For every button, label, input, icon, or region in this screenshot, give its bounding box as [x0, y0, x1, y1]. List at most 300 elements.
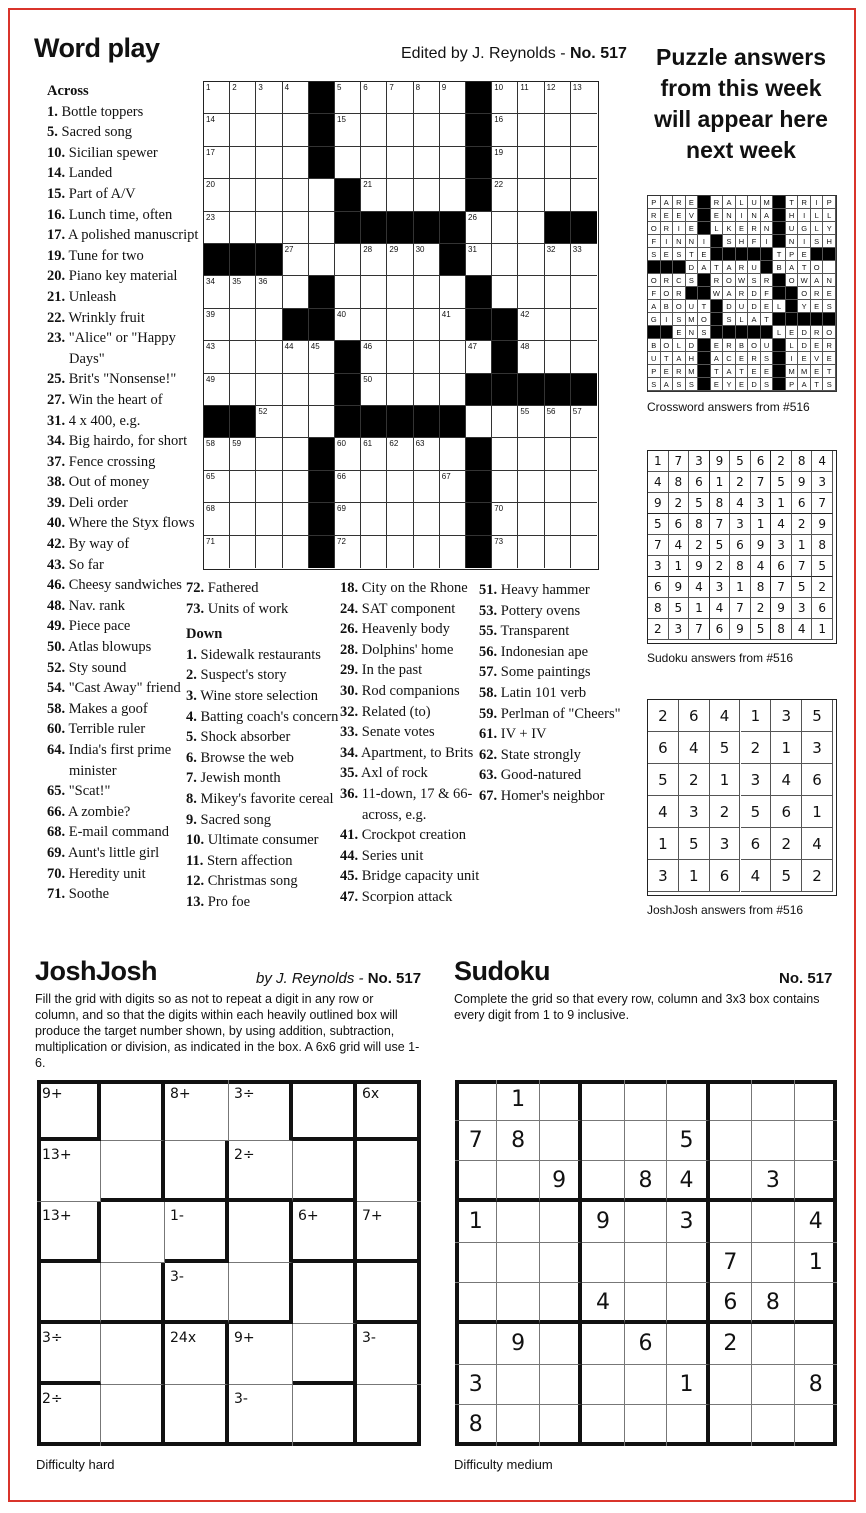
crossword-cell[interactable] [230, 438, 256, 470]
crossword-cell[interactable] [309, 374, 335, 406]
sudoku-empty-cell[interactable] [455, 1243, 497, 1284]
sudoku-empty-cell[interactable] [582, 1405, 624, 1446]
crossword-cell[interactable] [230, 341, 256, 373]
crossword-cell[interactable] [283, 82, 309, 114]
sudoku-empty-cell[interactable] [752, 1324, 794, 1365]
crossword-cell[interactable] [361, 82, 387, 114]
sudoku-empty-cell[interactable] [582, 1243, 624, 1284]
joshjosh-cell[interactable] [357, 1263, 421, 1324]
crossword-cell[interactable] [518, 179, 544, 211]
sudoku-empty-cell[interactable] [710, 1080, 752, 1121]
crossword-cell[interactable] [518, 341, 544, 373]
crossword-cell[interactable] [230, 212, 256, 244]
clue-number: 45. [340, 868, 359, 885]
crossword-cell[interactable] [283, 536, 309, 568]
crossword-cell[interactable] [518, 244, 544, 276]
joshjosh-cell[interactable] [101, 1141, 165, 1202]
crossword-cell[interactable] [545, 179, 571, 211]
crossword-cell[interactable] [204, 212, 230, 244]
crossword-cell[interactable] [361, 309, 387, 341]
crossword-clue-number: 52 [258, 407, 268, 416]
crossword-cell[interactable] [204, 536, 230, 568]
joshjosh-cell[interactable] [293, 1385, 357, 1446]
crossword-cell[interactable] [387, 503, 413, 535]
crossword-cell[interactable] [440, 374, 466, 406]
joshjosh-cell[interactable] [293, 1080, 357, 1141]
sudoku-empty-cell[interactable] [582, 1121, 624, 1162]
crossword-cell[interactable] [492, 244, 518, 276]
sudoku-empty-cell[interactable] [752, 1202, 794, 1243]
crossword-cell[interactable] [492, 114, 518, 146]
crossword-cell[interactable] [256, 406, 282, 438]
crossword-cell[interactable] [518, 276, 544, 308]
clue-item [47, 411, 198, 432]
crossword-cell[interactable] [335, 147, 361, 179]
answer-black-square [648, 326, 661, 339]
sudoku-empty-cell[interactable] [582, 1365, 624, 1406]
crossword-cell[interactable] [256, 212, 282, 244]
crossword-cell[interactable] [204, 309, 230, 341]
sudoku-empty-cell[interactable] [667, 1324, 709, 1365]
crossword-cell[interactable] [571, 438, 597, 470]
crossword-cell[interactable] [335, 82, 361, 114]
sudoku-empty-cell[interactable] [540, 1080, 582, 1121]
crossword-cell[interactable] [440, 309, 466, 341]
crossword-cell[interactable] [361, 536, 387, 568]
crossword-cell[interactable] [440, 114, 466, 146]
joshjosh-cage-target: 6x [362, 1086, 380, 1102]
sudoku-empty-cell[interactable] [582, 1324, 624, 1365]
crossword-cell[interactable] [387, 276, 413, 308]
crossword-cell[interactable] [518, 503, 544, 535]
sudoku-empty-cell[interactable] [497, 1243, 539, 1284]
crossword-cell[interactable] [283, 503, 309, 535]
crossword-cell[interactable] [518, 82, 544, 114]
crossword-cell[interactable] [492, 212, 518, 244]
crossword-cell[interactable] [283, 244, 309, 276]
crossword-cell[interactable] [440, 82, 466, 114]
crossword-cell[interactable] [518, 114, 544, 146]
crossword-cell[interactable] [361, 503, 387, 535]
crossword-cell[interactable] [256, 471, 282, 503]
crossword-cell[interactable] [387, 438, 413, 470]
answer-cell: T [711, 365, 724, 378]
crossword-cell[interactable] [361, 438, 387, 470]
crossword-cell[interactable] [309, 341, 335, 373]
crossword-cell[interactable] [283, 374, 309, 406]
crossword-black-square [309, 309, 335, 341]
crossword-cell[interactable] [571, 406, 597, 438]
crossword-cell[interactable] [335, 438, 361, 470]
crossword-cell[interactable] [309, 244, 335, 276]
crossword-cell[interactable] [309, 406, 335, 438]
crossword-cell[interactable] [204, 147, 230, 179]
crossword-cell[interactable] [230, 374, 256, 406]
crossword-cell[interactable] [492, 147, 518, 179]
clue-number: 60. [47, 721, 66, 738]
crossword-cell[interactable] [545, 147, 571, 179]
crossword-cell[interactable] [361, 147, 387, 179]
crossword-cell[interactable] [230, 471, 256, 503]
sudoku-empty-cell[interactable] [710, 1121, 752, 1162]
clue-number: 19. [47, 247, 66, 264]
sudoku-empty-cell[interactable] [752, 1080, 794, 1121]
sudoku-empty-cell[interactable] [710, 1161, 752, 1202]
crossword-cell[interactable] [545, 244, 571, 276]
crossword-cell[interactable] [256, 276, 282, 308]
crossword-cell[interactable] [545, 82, 571, 114]
joshjosh-cell[interactable] [37, 1263, 101, 1324]
clue-text: Transparent [500, 623, 570, 640]
clue-text: Deli order [68, 494, 128, 511]
crossword-cell[interactable] [387, 471, 413, 503]
crossword-cell[interactable] [204, 503, 230, 535]
crossword-cell[interactable] [230, 82, 256, 114]
crossword-cell[interactable] [492, 438, 518, 470]
sudoku-answer-cell: 7 [689, 619, 710, 640]
clue-item [479, 601, 621, 622]
joshjosh-cell[interactable] [165, 1141, 229, 1202]
crossword-cell[interactable] [571, 471, 597, 503]
joshjosh-cell[interactable] [293, 1324, 357, 1385]
crossword-cell[interactable] [518, 147, 544, 179]
crossword-cell[interactable] [414, 503, 440, 535]
crossword-cell[interactable] [230, 114, 256, 146]
sudoku-empty-cell[interactable] [710, 1202, 752, 1243]
sudoku-empty-cell[interactable] [625, 1365, 667, 1406]
crossword-cell[interactable] [309, 212, 335, 244]
sudoku-empty-cell[interactable] [752, 1365, 794, 1406]
crossword-cell[interactable] [440, 471, 466, 503]
crossword-cell[interactable] [387, 82, 413, 114]
crossword-cell[interactable] [571, 536, 597, 568]
crossword-cell[interactable] [204, 82, 230, 114]
crossword-cell[interactable] [387, 147, 413, 179]
crossword-cell[interactable] [466, 406, 492, 438]
sudoku-answer-cell: 7 [812, 493, 833, 514]
clue-number: 4. [186, 708, 197, 725]
crossword-cell[interactable] [335, 276, 361, 308]
joshjosh-answer-cell: 3 [648, 860, 679, 892]
crossword-cell[interactable] [335, 309, 361, 341]
crossword-cell[interactable] [440, 341, 466, 373]
answer-cell: R [673, 196, 686, 209]
crossword-cell[interactable] [387, 114, 413, 146]
answer-cell: E [673, 326, 686, 339]
crossword-cell[interactable] [518, 438, 544, 470]
crossword-cell[interactable] [256, 341, 282, 373]
crossword-cell[interactable] [335, 503, 361, 535]
crossword-cell[interactable] [387, 374, 413, 406]
sudoku-empty-cell[interactable] [540, 1243, 582, 1284]
sudoku-empty-cell[interactable] [540, 1283, 582, 1324]
crossword-cell[interactable] [361, 114, 387, 146]
crossword-cell[interactable] [283, 179, 309, 211]
crossword-cell[interactable] [545, 309, 571, 341]
crossword-cell[interactable] [283, 212, 309, 244]
crossword-cell[interactable] [571, 82, 597, 114]
clue-number: 33. [340, 724, 359, 741]
crossword-cell[interactable] [230, 503, 256, 535]
sudoku-empty-cell[interactable] [540, 1324, 582, 1365]
crossword-cell[interactable] [492, 536, 518, 568]
crossword-cell[interactable] [361, 276, 387, 308]
sudoku-empty-cell[interactable] [625, 1283, 667, 1324]
crossword-cell[interactable] [256, 536, 282, 568]
sudoku-empty-cell[interactable] [582, 1161, 624, 1202]
crossword-cell[interactable] [492, 82, 518, 114]
crossword-cell[interactable] [204, 471, 230, 503]
joshjosh-cell[interactable] [101, 1080, 165, 1141]
crossword-cell[interactable] [492, 276, 518, 308]
crossword-cell[interactable] [387, 179, 413, 211]
joshjosh-cell[interactable] [293, 1263, 357, 1324]
sudoku-empty-cell[interactable] [795, 1121, 837, 1162]
crossword-cell[interactable] [414, 536, 440, 568]
sudoku-empty-cell[interactable] [625, 1202, 667, 1243]
sudoku-empty-cell[interactable] [540, 1121, 582, 1162]
sudoku-empty-cell[interactable] [795, 1324, 837, 1365]
crossword-cell[interactable] [414, 309, 440, 341]
answer-cell: E [786, 326, 799, 339]
crossword-cell[interactable] [571, 147, 597, 179]
crossword-cell[interactable] [440, 276, 466, 308]
crossword-cell[interactable] [414, 341, 440, 373]
crossword-cell[interactable] [387, 536, 413, 568]
crossword-cell[interactable] [256, 374, 282, 406]
clue-item [47, 699, 198, 720]
sudoku-empty-cell[interactable] [625, 1080, 667, 1121]
crossword-cell[interactable] [256, 114, 282, 146]
joshjosh-cell[interactable] [101, 1263, 165, 1324]
clue-item [340, 743, 479, 764]
sudoku-given-digit: 8 [795, 1365, 837, 1406]
sudoku-empty-cell[interactable] [540, 1202, 582, 1243]
sudoku-empty-cell[interactable] [455, 1283, 497, 1324]
sudoku-empty-cell[interactable] [710, 1365, 752, 1406]
crossword-cell[interactable] [440, 179, 466, 211]
crossword-cell[interactable] [414, 147, 440, 179]
crossword-cell[interactable] [414, 244, 440, 276]
crossword-cell[interactable] [256, 82, 282, 114]
crossword-cell[interactable] [361, 244, 387, 276]
crossword-cell[interactable] [571, 309, 597, 341]
crossword-cell[interactable] [230, 536, 256, 568]
crossword-cell[interactable] [230, 309, 256, 341]
crossword-cell[interactable] [283, 114, 309, 146]
crossword-cell[interactable] [440, 503, 466, 535]
sudoku-empty-cell[interactable] [752, 1121, 794, 1162]
answer-cell: D [748, 287, 761, 300]
crossword-cell[interactable] [545, 276, 571, 308]
answer-cell: V [811, 352, 824, 365]
crossword-cell[interactable] [335, 536, 361, 568]
crossword-black-square [440, 244, 466, 276]
crossword-cell[interactable] [204, 179, 230, 211]
sudoku-empty-cell[interactable] [497, 1202, 539, 1243]
answer-cell: P [648, 196, 661, 209]
crossword-cell[interactable] [571, 244, 597, 276]
crossword-cell[interactable] [414, 374, 440, 406]
joshjosh-cell[interactable] [165, 1385, 229, 1446]
crossword-cell[interactable] [518, 471, 544, 503]
answer-cell: O [723, 274, 736, 287]
crossword-cell[interactable] [414, 438, 440, 470]
joshjosh-cell[interactable] [357, 1385, 421, 1446]
crossword-cell[interactable] [256, 438, 282, 470]
clue-number: 71. [47, 886, 66, 903]
clue-number: 15. [47, 185, 66, 202]
crossword-cell[interactable] [283, 147, 309, 179]
crossword-cell[interactable] [204, 374, 230, 406]
crossword-cell[interactable] [545, 438, 571, 470]
crossword-cell[interactable] [545, 341, 571, 373]
crossword-cell[interactable] [256, 179, 282, 211]
crossword-cell[interactable] [440, 438, 466, 470]
crossword-cell[interactable] [518, 536, 544, 568]
crossword-cell[interactable] [414, 82, 440, 114]
sudoku-given-digit: 8 [752, 1283, 794, 1324]
sudoku-empty-cell[interactable] [455, 1324, 497, 1365]
crossword-cell[interactable] [204, 276, 230, 308]
crossword-cell[interactable] [440, 536, 466, 568]
crossword-cell[interactable] [283, 276, 309, 308]
sudoku-empty-cell[interactable] [667, 1405, 709, 1446]
crossword-cell[interactable] [335, 471, 361, 503]
crossword-cell[interactable] [230, 276, 256, 308]
crossword-cell[interactable] [283, 471, 309, 503]
sudoku-empty-cell[interactable] [667, 1283, 709, 1324]
joshjosh-cell[interactable] [229, 1263, 293, 1324]
sudoku-empty-cell[interactable] [582, 1080, 624, 1121]
sudoku-empty-cell[interactable] [540, 1365, 582, 1406]
joshjosh-cell[interactable] [229, 1202, 293, 1263]
crossword-cell[interactable] [571, 276, 597, 308]
sudoku-empty-cell[interactable] [455, 1161, 497, 1202]
answer-cell: O [748, 339, 761, 352]
crossword-cell[interactable] [492, 503, 518, 535]
crossword-cell[interactable] [545, 536, 571, 568]
crossword-cell[interactable] [387, 341, 413, 373]
clue-item [186, 578, 338, 599]
crossword-cell[interactable] [335, 244, 361, 276]
crossword-cell[interactable] [518, 406, 544, 438]
sudoku-empty-cell[interactable] [667, 1243, 709, 1284]
crossword-cell[interactable] [283, 406, 309, 438]
crossword-cell[interactable] [256, 147, 282, 179]
crossword-cell[interactable] [256, 503, 282, 535]
crossword-clue-number: 16 [494, 115, 504, 125]
sudoku-empty-cell[interactable] [795, 1405, 837, 1446]
sudoku-answer-cell: 7 [751, 472, 772, 493]
sudoku-empty-cell[interactable] [795, 1161, 837, 1202]
sudoku-empty-cell[interactable] [752, 1243, 794, 1284]
sudoku-empty-cell[interactable] [795, 1080, 837, 1121]
sudoku-empty-cell[interactable] [795, 1283, 837, 1324]
crossword-black-square [335, 341, 361, 373]
crossword-cell[interactable] [230, 147, 256, 179]
answer-cell: S [823, 378, 836, 391]
crossword-cell[interactable] [545, 503, 571, 535]
crossword-cell[interactable] [204, 341, 230, 373]
joshjosh-cell[interactable] [357, 1141, 421, 1202]
crossword-cell[interactable] [466, 244, 492, 276]
sudoku-empty-cell[interactable] [497, 1405, 539, 1446]
crossword-cell[interactable] [545, 406, 571, 438]
answers-heading-line: from this week [660, 75, 822, 101]
crossword-cell[interactable] [571, 114, 597, 146]
crossword-cell[interactable] [571, 503, 597, 535]
joshjosh-cell[interactable] [293, 1141, 357, 1202]
sudoku-empty-cell[interactable] [625, 1405, 667, 1446]
crossword-black-square [335, 179, 361, 211]
sudoku-empty-cell[interactable] [667, 1080, 709, 1121]
crossword-cell[interactable] [492, 471, 518, 503]
joshjosh-cell[interactable] [101, 1324, 165, 1385]
crossword-cell[interactable] [518, 212, 544, 244]
answer-cell: O [648, 274, 661, 287]
sudoku-empty-cell[interactable] [710, 1405, 752, 1446]
clue-number: 52. [47, 659, 66, 676]
crossword-cell[interactable] [466, 341, 492, 373]
crossword-cell[interactable] [545, 114, 571, 146]
joshjosh-cell[interactable] [101, 1202, 165, 1263]
crossword-cell[interactable] [492, 179, 518, 211]
crossword-cell[interactable] [204, 438, 230, 470]
crossword-black-square [230, 406, 256, 438]
crossword-cell[interactable] [571, 341, 597, 373]
crossword-cell[interactable] [256, 309, 282, 341]
crossword-cell[interactable] [309, 179, 335, 211]
crossword-cell[interactable] [361, 179, 387, 211]
crossword-cell[interactable] [230, 179, 256, 211]
crossword-cell[interactable] [361, 341, 387, 373]
crossword-cell[interactable] [283, 438, 309, 470]
sudoku-empty-cell[interactable] [625, 1243, 667, 1284]
crossword-cell[interactable] [387, 309, 413, 341]
sudoku-empty-cell[interactable] [540, 1405, 582, 1446]
crossword-cell[interactable] [440, 147, 466, 179]
sudoku-answer-cell: 8 [751, 577, 772, 598]
crossword-cell[interactable] [204, 114, 230, 146]
crossword-cell[interactable] [414, 471, 440, 503]
crossword-black-square [414, 212, 440, 244]
sudoku-empty-cell[interactable] [752, 1405, 794, 1446]
crossword-cell[interactable] [414, 179, 440, 211]
crossword-cell[interactable] [571, 179, 597, 211]
crossword-cell[interactable] [414, 276, 440, 308]
crossword-cell[interactable] [387, 244, 413, 276]
crossword-cell[interactable] [335, 114, 361, 146]
crossword-cell[interactable] [492, 406, 518, 438]
crossword-cell[interactable] [414, 114, 440, 146]
sudoku-empty-cell[interactable] [455, 1080, 497, 1121]
joshjosh-author: by J. Reynolds - [256, 970, 368, 987]
crossword-cell[interactable] [466, 212, 492, 244]
answer-cell: C [723, 352, 736, 365]
crossword-cell[interactable] [361, 374, 387, 406]
answer-cell: N [686, 235, 699, 248]
crossword-cell[interactable] [518, 309, 544, 341]
crossword-cell[interactable] [361, 471, 387, 503]
joshjosh-cell[interactable] [101, 1385, 165, 1446]
sudoku-empty-cell[interactable] [497, 1161, 539, 1202]
crossword-cell[interactable] [545, 471, 571, 503]
crossword-cell[interactable] [283, 341, 309, 373]
sudoku-empty-cell[interactable] [497, 1283, 539, 1324]
sudoku-empty-cell[interactable] [497, 1365, 539, 1406]
sudoku-empty-cell[interactable] [625, 1121, 667, 1162]
